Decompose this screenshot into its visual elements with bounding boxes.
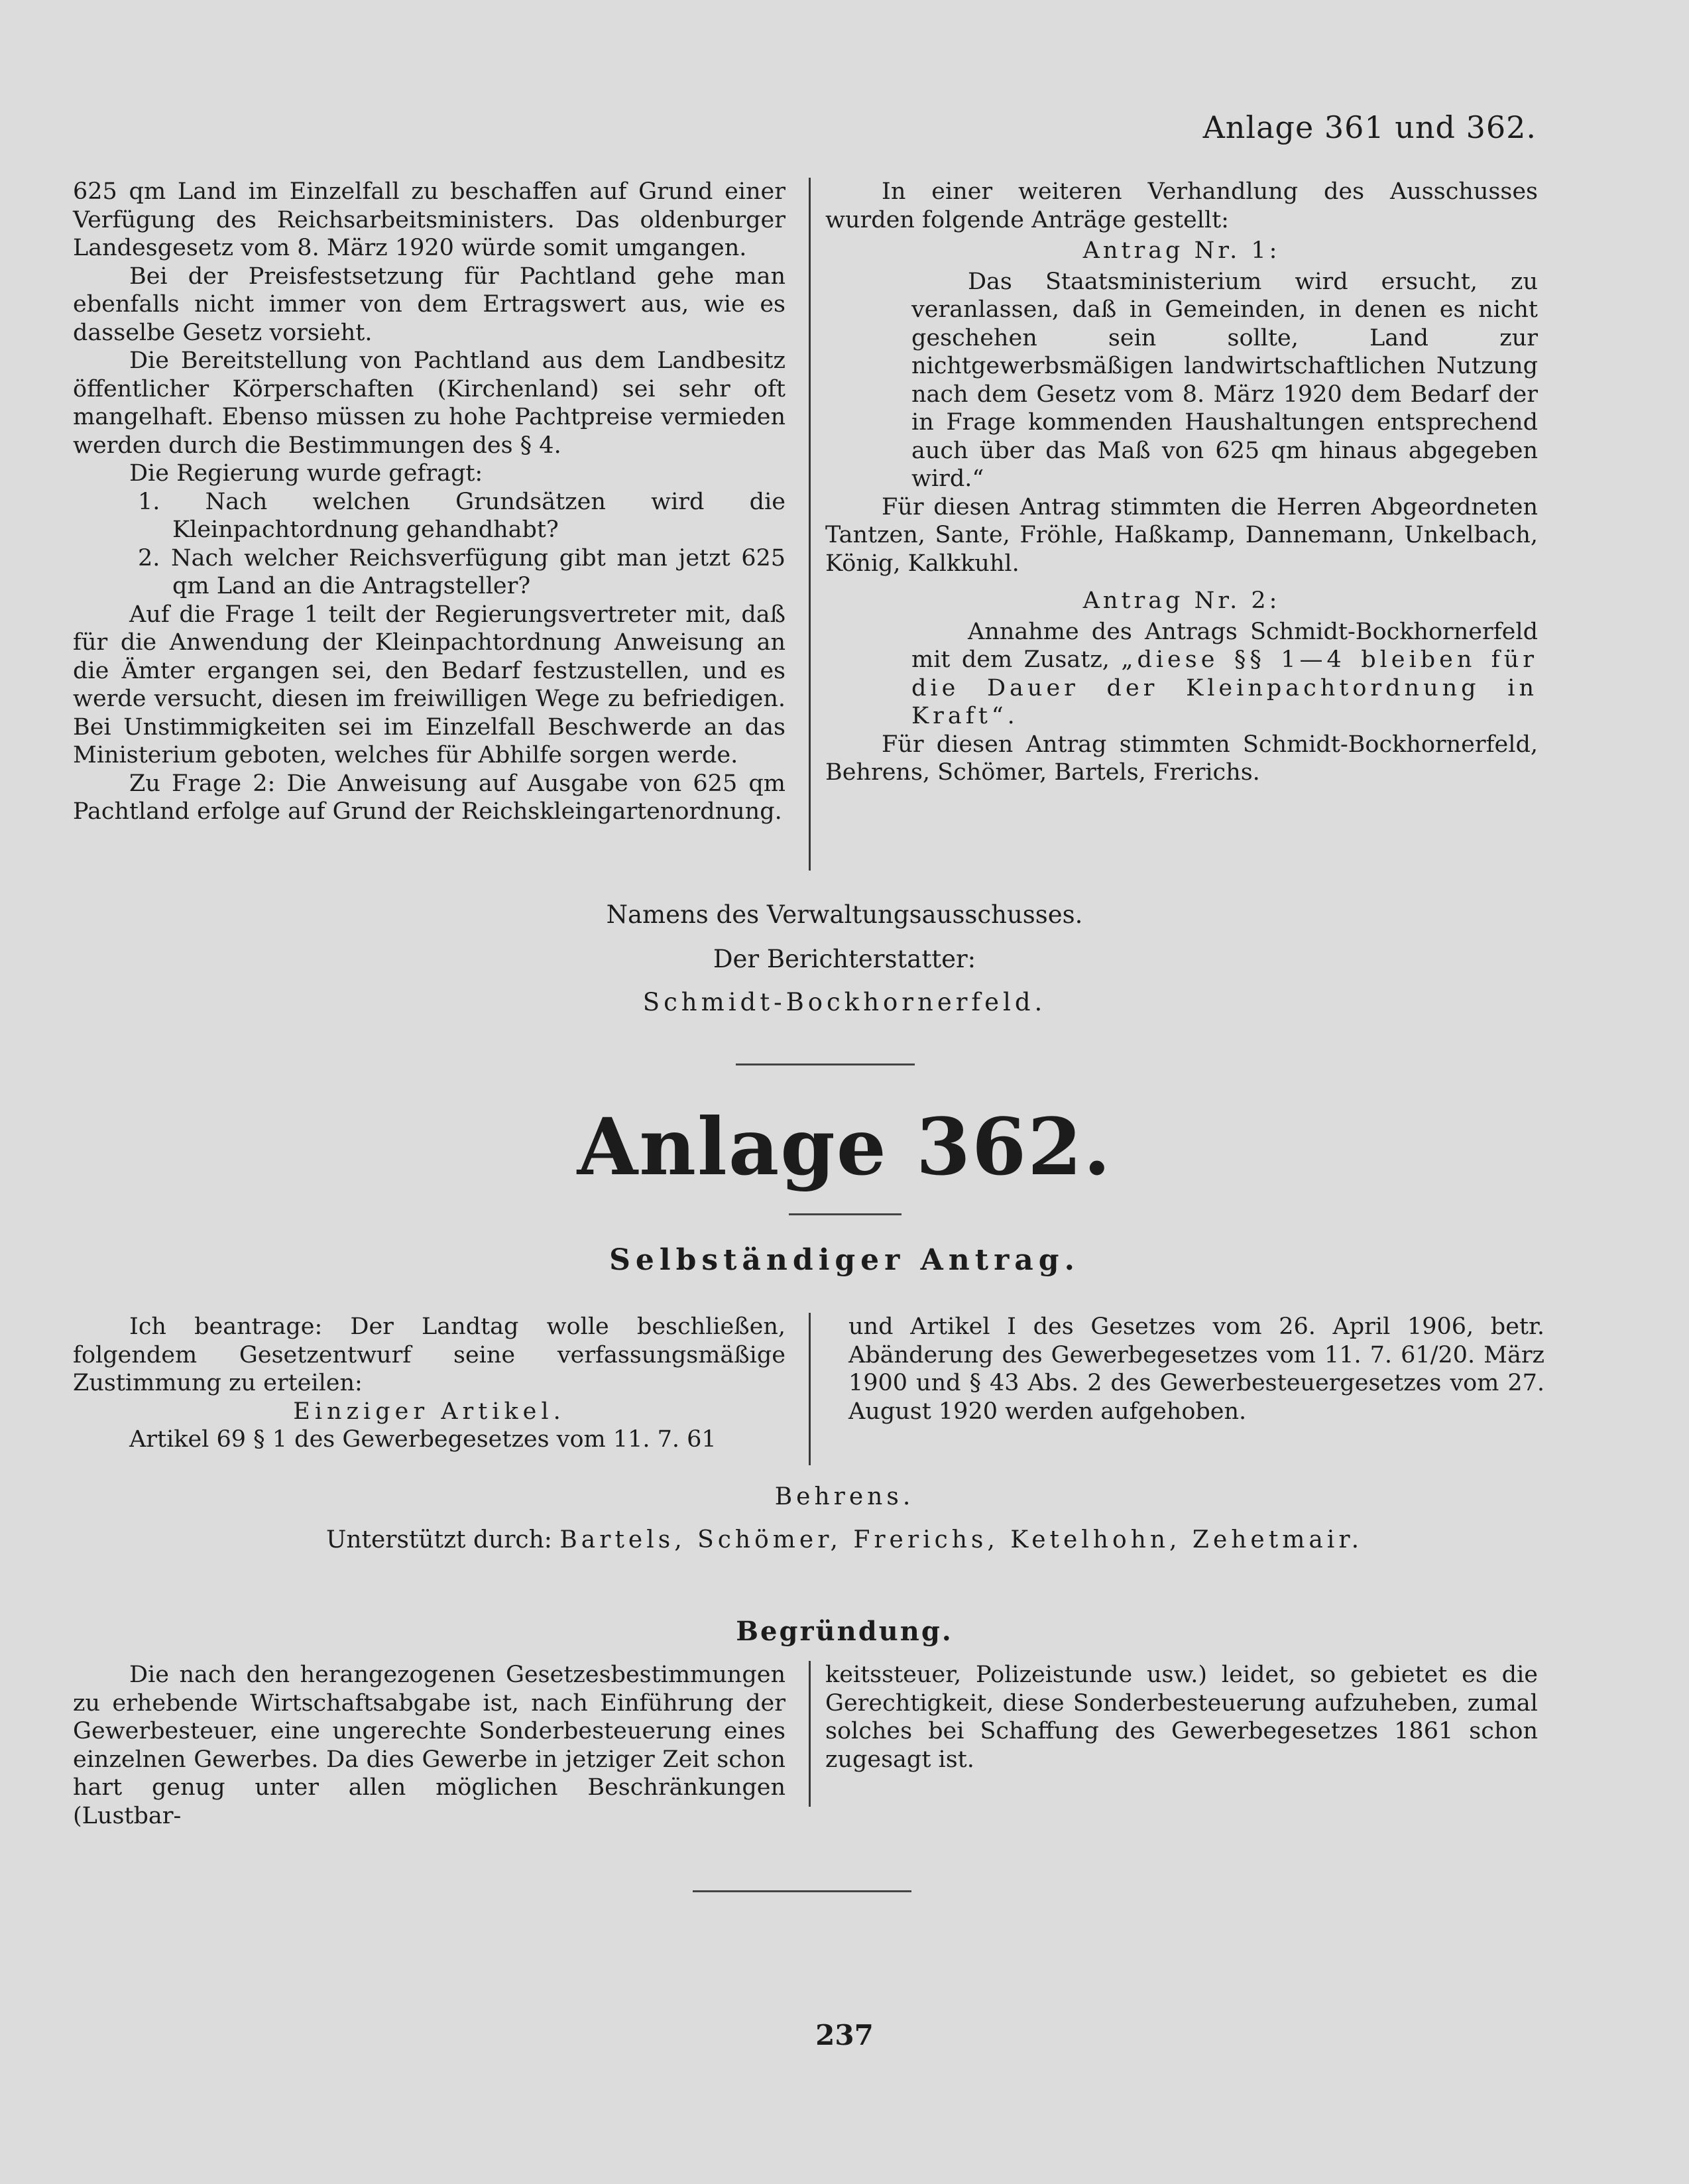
antrag2-vote: Für diesen Antrag stimmten Schmidt-Bockhornerfeld, Behrens, Schömer, Bartels, Frerichs. <box>825 731 1538 786</box>
paragraph: In einer weiteren Verhandlung des Ausschusses wurden folgende Anträge gestellt: <box>825 178 1538 233</box>
article-text: Artikel 69 § 1 des Gewerbegesetzes vom 11. 7. 61 <box>129 1426 717 1453</box>
begruendung-text-left: Die nach den herangezogenen Gesetzesbestimmungen zu erhebende Wirtschaftsabgabe ist, nach Einführung der Gewerbesteuer, eine ungerechte Sonderbesteuerung eines einzelnen Gewerbes. Da dies Gewerbe in jetziger Zeit schon hart genug unter allen möglichen Beschränkungen (Lustbar- <box>73 1662 786 1829</box>
anlage362-subtitle: Selbständiger Antrag. <box>609 1243 1080 1277</box>
antrag2-text-a: Annahme des Antrags Schmidt-Bockhornerfeld mit dem Zusatz, <box>911 618 1538 673</box>
antrag1-text: Das Staatsministerium wird ersucht, zu veranlassen, daß in Gemeinden, in denen es nicht geschehen sein sollte, Land zur nichtgewerbsmäßigen landwirtschaftlichen Nutzung nach dem Gesetz vom 8. März 1920 dem Bedarf der in Frage kommenden Haushaltungen entsprechend auch über das Maß von 625 qm hinaus abgegeben wird.“ <box>911 268 1538 492</box>
signature-line-1: Namens des Verwaltungsausschusses. <box>606 900 1083 929</box>
antrag2-heading: Antrag Nr. 2: <box>1082 587 1281 614</box>
paragraph: Auf die Frage 1 teilt der Regierungsvertreter mit, daß für die Anwendung der Kleinpachtordnung Anweisung an die Ämter ergangen sei, den Bedarf festzustellen, und es werde versucht, diesen im freiwilligen Wege zu befriedigen. Bei Unstimmigkeiten sei im Einzelfall Beschwerde an das Ministerium geboten, welches für Abhilfe sorgen werde. <box>73 601 786 768</box>
article-heading: Einziger Artikel. <box>293 1398 565 1425</box>
anlage361-right-column <box>825 178 1538 787</box>
proposer-name: Behrens. <box>774 1483 915 1510</box>
question-1: 1. Nach welchen Grundsätzen wird die Kleinpachtordnung gehandhabt? <box>138 488 786 543</box>
title-underline <box>789 1213 902 1215</box>
antrag1-vote: Für diesen Antrag stimmten die Herren Abgeordneten Tantzen, Sante, Fröhle, Haßkamp, Dannemann, Unkelbach, König, Kalkkuhl. <box>825 493 1538 577</box>
column-divider <box>809 1313 811 1465</box>
column-divider <box>809 1661 811 1807</box>
support-names: Bartels, Schömer, Frerichs, Ketelhohn, Zehetmair. <box>559 1526 1364 1553</box>
paragraph: Bei der Preisfestsetzung für Pachtland gehe man ebenfalls nicht immer von dem Ertragswert aus, wie es dasselbe Gesetz vorsieht. <box>73 263 786 346</box>
article-continuation: und Artikel I des Gesetzes vom 26. April 1906, betr. Abänderung des Gewerbegesetzes vom 11. 7. 61/20. März 1900 und § 43 Abs. 2 des Gewerbesteuergesetzes vom 27. August 1920 werden aufgehoben. <box>848 1313 1544 1425</box>
section-divider <box>736 1063 915 1065</box>
anlage362-title: Anlage 362. <box>577 1101 1112 1193</box>
anlage362-right-column <box>848 1313 1544 1426</box>
running-header: Anlage 361 und 362. <box>1202 109 1537 145</box>
anlage362-left-column <box>73 1313 786 1454</box>
paragraph: Die Regierung wurde gefragt: <box>129 460 483 487</box>
antrag2-text <box>825 618 1538 731</box>
paragraph: 625 qm Land im Einzelfall zu beschaffen auf Grund einer Verfügung des Reichsarbeitsministers. Das oldenburger Landesgesetz vom 8. März 1920 würde somit umgangen. <box>73 178 786 261</box>
supporters-line <box>0 1526 1689 1553</box>
begruendung-left-column <box>73 1661 786 1830</box>
anlage361-left-column <box>73 178 786 826</box>
page-number: 237 <box>815 2019 874 2051</box>
signature-name: Schmidt-Bockhornerfeld. <box>642 988 1047 1016</box>
begruendung-heading: Begründung. <box>736 1616 953 1647</box>
begruendung-text-right: keitssteuer, Polizeistunde usw.) leidet, so gebietet es die Gerechtigkeit, diese Sonderbesteuerung aufzuheben, zumal solches bei Schaffung des Gewerbegesetzes 1861 schon zugesagt ist. <box>825 1662 1538 1773</box>
paragraph: Zu Frage 2: Die Anweisung auf Ausgabe von 625 qm Pachtland erfolge auf Grund der Reichskleingartenordnung. <box>73 770 786 825</box>
end-divider <box>693 1890 911 1892</box>
question-2: 2. Nach welcher Reichsverfügung gibt man jetzt 625 qm Land an die Antragsteller? <box>138 544 786 599</box>
signature-line-2: Der Berichterstatter: <box>713 945 976 973</box>
support-label: Unterstützt durch: <box>325 1526 560 1553</box>
antrag1-heading: Antrag Nr. 1: <box>1082 237 1281 264</box>
paragraph: Die Bereitstellung von Pachtland aus dem Landbesitz öffentlicher Körperschaften (Kirchenland) sei sehr oft mangelhaft. Ebenso müssen zu hohe Pachtpreise vermieden werden durch die Bestimmungen des § 4. <box>73 347 786 459</box>
antrag2-text-b: „diese §§ 1—4 bleiben für die Dauer der Kleinpachtordnung in Kraft“. <box>911 646 1538 729</box>
antrag-intro: Ich beantrage: Der Landtag wolle beschließen, folgendem Gesetzentwurf seine verfassungsmäßige Zustimmung zu erteilen: <box>73 1313 786 1396</box>
begruendung-right-column <box>825 1661 1538 1774</box>
column-divider <box>809 178 811 871</box>
